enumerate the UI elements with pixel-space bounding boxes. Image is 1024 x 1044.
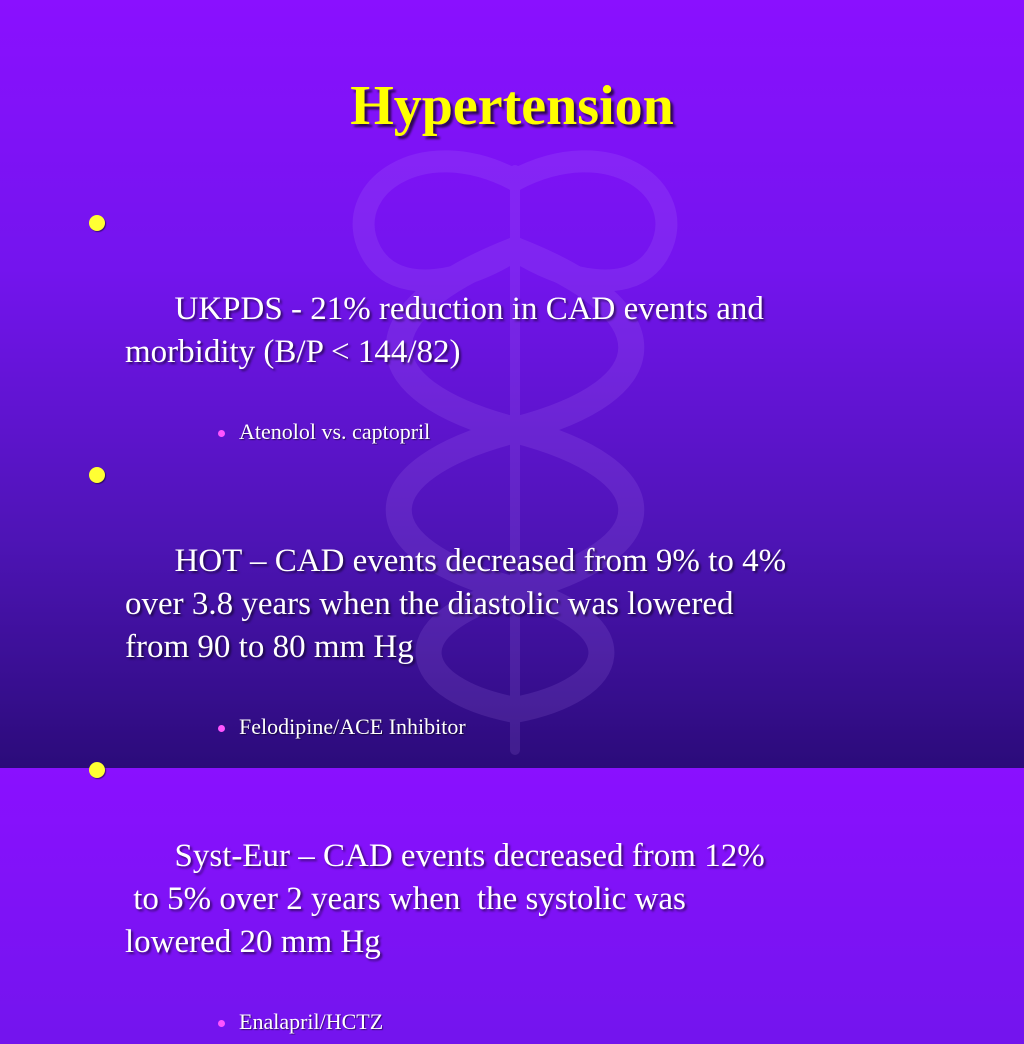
bullet-dot-icon xyxy=(89,762,105,778)
sub-bullet-item xyxy=(215,1007,988,1037)
sub-bullet-item xyxy=(215,712,988,742)
sub-bullet-dot-icon xyxy=(218,725,225,732)
sub-bullet-text: Enalapril/HCTZ xyxy=(239,1009,384,1034)
bullet-item xyxy=(88,202,988,417)
bullet-list xyxy=(88,202,988,1044)
sub-bullet-text: Felodipine/ACE Inhibitor xyxy=(239,714,466,739)
bullet-text: UKPDS - 21% reduction in CAD events and morbidity (B/P < 144/82) xyxy=(125,291,764,370)
bullet-text: HOT – CAD events decreased from 9% to 4% over 3.8 years when the diastolic was lowered from 90 to 80 mm Hg xyxy=(125,543,787,665)
bullet-dot-icon xyxy=(89,215,105,231)
slide-title: Hypertension xyxy=(350,75,674,137)
bullet-text: Syst-Eur – CAD events decreased from 12% to 5% over 2 years when the systolic was lowered 20 mm Hg xyxy=(125,838,765,960)
sub-bullet-text: Atenolol vs. captopril xyxy=(239,419,431,444)
bullet-dot-icon xyxy=(89,467,105,483)
sub-bullet-dot-icon xyxy=(218,1020,225,1027)
sub-bullet-item xyxy=(215,417,988,447)
bullet-item xyxy=(88,454,988,712)
bullet-item xyxy=(88,749,988,1007)
sub-bullet-dot-icon xyxy=(218,430,225,437)
